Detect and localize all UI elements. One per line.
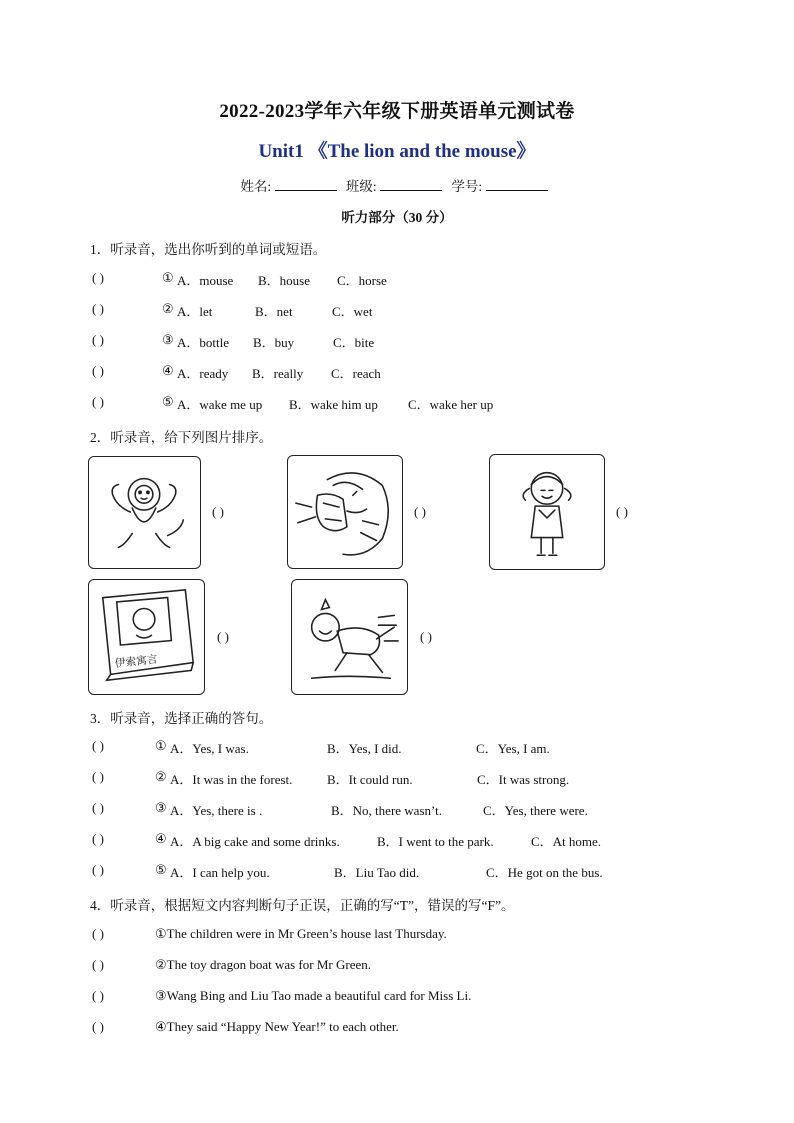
book-title: 伊索寓言 <box>114 652 159 670</box>
q2-prompt: 2．听录音，给下列图片排序。 <box>90 430 273 445</box>
answer-paren[interactable]: ( ) <box>92 332 104 347</box>
answer-paren[interactable]: ( ) <box>414 504 426 519</box>
lion-running-picture <box>291 579 408 695</box>
answer-paren[interactable]: ( ) <box>92 1019 104 1034</box>
answer-paren[interactable]: ( ) <box>92 394 104 409</box>
student-info-line <box>0 175 794 195</box>
item-number: ⑤ <box>155 862 167 877</box>
option-c: C．At home. <box>531 834 602 849</box>
option-b: B．I went to the park. <box>377 834 494 849</box>
option-a: A．bottle <box>177 335 229 350</box>
option-a: A．It was in the forest. <box>170 772 293 787</box>
answer-paren[interactable]: ( ) <box>92 301 104 316</box>
answer-paren[interactable]: ( ) <box>92 363 104 378</box>
statement-text: ④They said “Happy New Year!” to each other. <box>155 1019 399 1034</box>
option-a: A．I can help you. <box>170 865 270 880</box>
item-number: ④ <box>162 363 174 378</box>
answer-paren[interactable]: ( ) <box>616 504 628 519</box>
option-a: A．let <box>177 304 213 319</box>
lion-flexing-picture <box>88 456 201 569</box>
answer-paren[interactable]: ( ) <box>92 831 104 846</box>
item-number: ④ <box>155 831 167 846</box>
listening-section-title: 听力部分（30 分） <box>341 210 453 225</box>
answer-paren[interactable]: ( ) <box>92 738 104 753</box>
class-label: 班级: <box>345 179 377 194</box>
option-c: C．reach <box>331 366 381 381</box>
item-number: ③ <box>155 800 167 815</box>
item-number: ② <box>155 769 167 784</box>
answer-paren[interactable]: ( ) <box>212 504 224 519</box>
option-c: C．bite <box>333 335 375 350</box>
aesop-book-picture <box>88 579 205 695</box>
lion-roaring-icon <box>288 456 402 568</box>
page-title: 2022-2023学年六年级下册英语单元测试卷 <box>219 101 575 122</box>
option-c: C．wet <box>332 304 373 319</box>
statement-text: ②The toy dragon boat was for Mr Green. <box>155 957 371 972</box>
answer-paren[interactable]: ( ) <box>92 800 104 815</box>
option-b: B．buy <box>253 335 295 350</box>
girl-icon <box>490 455 604 569</box>
option-c: C．Yes, I am. <box>476 741 550 756</box>
lion-roaring-picture <box>287 455 403 569</box>
q4-prompt: 4．听录音，根据短文内容判断句子正误，正确的写“T”，错误的写“F”。 <box>90 898 515 913</box>
answer-paren[interactable]: ( ) <box>92 988 104 1003</box>
option-a: A．Yes, there is . <box>170 803 263 818</box>
girl-picture <box>489 454 605 570</box>
statement-text: ③Wang Bing and Liu Tao made a beautiful card for Miss Li. <box>155 988 472 1003</box>
q1-prompt: 1．听录音，选出你听到的单词或短语。 <box>90 242 327 257</box>
option-b: B．house <box>258 273 311 288</box>
answer-paren[interactable]: ( ) <box>92 769 104 784</box>
option-a: A．A big cake and some drinks. <box>170 834 340 849</box>
option-b: B．net <box>255 304 293 319</box>
option-c: C．wake her up <box>408 397 494 412</box>
option-a: A．ready <box>177 366 229 381</box>
class-blank[interactable] <box>380 178 442 191</box>
option-c: C．It was strong. <box>477 772 570 787</box>
option-a: A．Yes, I was. <box>170 741 249 756</box>
item-number: ① <box>155 738 167 753</box>
answer-paren[interactable]: ( ) <box>217 629 229 644</box>
answer-paren[interactable]: ( ) <box>92 270 104 285</box>
item-number: ③ <box>162 332 174 347</box>
unit-subtitle: Unit1 《The lion and the mouse》 <box>258 141 536 162</box>
name-label: 姓名: <box>240 179 272 194</box>
option-b: B．No, there wasn’t. <box>331 803 442 818</box>
option-b: B．It could run. <box>327 772 413 787</box>
option-a: A．mouse <box>177 273 234 288</box>
option-c: C．He got on the bus. <box>486 865 603 880</box>
option-a: A．wake me up <box>177 397 263 412</box>
statement-text: ①The children were in Mr Green’s house last Thursday. <box>155 926 447 941</box>
lion-running-icon <box>292 580 407 694</box>
option-c: C．horse <box>337 273 387 288</box>
answer-paren[interactable]: ( ) <box>92 862 104 877</box>
name-blank[interactable] <box>275 178 337 191</box>
item-number: ② <box>162 301 174 316</box>
item-number: ⑤ <box>162 394 174 409</box>
option-b: B．wake him up <box>289 397 378 412</box>
option-c: C．Yes, there were. <box>483 803 588 818</box>
id-blank[interactable] <box>486 178 548 191</box>
answer-paren[interactable]: ( ) <box>92 957 104 972</box>
item-number: ① <box>162 270 174 285</box>
answer-paren[interactable]: ( ) <box>92 926 104 941</box>
option-b: B．Yes, I did. <box>327 741 402 756</box>
option-b: B．really <box>252 366 304 381</box>
q3-prompt: 3．听录音，选择正确的答句。 <box>90 711 273 726</box>
id-label: 学号: <box>451 179 483 194</box>
answer-paren[interactable]: ( ) <box>420 629 432 644</box>
lion-flexing-icon <box>89 457 200 568</box>
book-icon <box>89 580 204 694</box>
option-b: B．Liu Tao did. <box>334 865 420 880</box>
